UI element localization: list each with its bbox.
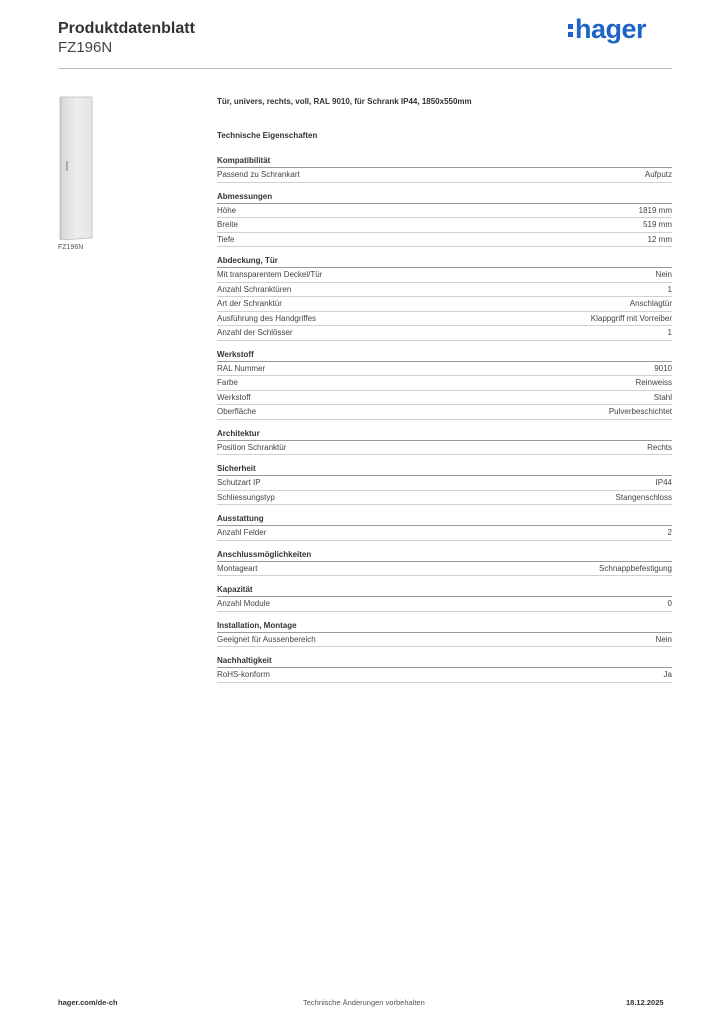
property-row — [217, 268, 672, 283]
property-value: 519 mm — [643, 220, 672, 229]
logo-dots-icon — [568, 21, 573, 40]
property-section — [217, 621, 672, 648]
product-description: Tür, univers, rechts, voll, RAL 9010, für Schrank IP44, 1850x550mm — [217, 97, 472, 106]
property-row — [217, 376, 672, 391]
property-value: Pulverbeschichtet — [608, 407, 672, 416]
property-section — [217, 585, 672, 612]
property-label: Schutzart IP — [217, 478, 261, 487]
property-row — [217, 526, 672, 541]
property-value: Aufputz — [644, 170, 672, 179]
property-label: Art der Schranktür — [217, 299, 282, 308]
property-value: 0 — [667, 599, 672, 608]
property-value: 1 — [667, 284, 672, 294]
property-row — [217, 326, 672, 341]
section-title: Kapazität — [217, 585, 672, 597]
property-value: Klappgriff mit Vorreiber — [590, 313, 672, 323]
property-row — [217, 668, 672, 683]
property-row — [217, 283, 672, 298]
property-section — [217, 514, 672, 541]
property-label: Höhe — [217, 205, 237, 215]
hager-logo — [568, 14, 646, 45]
property-value: 12 mm — [647, 234, 672, 244]
property-label: Tiefe — [217, 234, 235, 244]
property-section — [217, 429, 672, 456]
section-title: Architektur — [217, 429, 672, 441]
property-value: Nein — [655, 270, 672, 279]
section-title: Kompatibilität — [217, 156, 672, 168]
property-row — [217, 312, 672, 327]
property-row — [217, 362, 672, 377]
property-label: Anzahl Schranktüren — [217, 284, 292, 294]
property-section — [217, 192, 672, 248]
logo-text: hager — [575, 14, 647, 44]
property-value: 9010 — [654, 363, 672, 373]
technical-properties-heading: Technische Eigenschaften — [217, 131, 318, 140]
section-title: Nachhaltigkeit — [217, 656, 672, 668]
property-row — [217, 405, 672, 420]
property-value: Nein — [655, 634, 672, 644]
property-label: Ausführung des Handgriffes — [217, 313, 317, 323]
property-label: Breite — [217, 220, 238, 229]
property-value: IP44 — [655, 478, 672, 487]
property-value: Stahl — [653, 392, 672, 402]
product-details — [217, 97, 672, 692]
footer-website: hager.com/de-ch — [58, 998, 118, 1007]
property-row — [217, 441, 672, 456]
footer-date: 18.12.2025 — [626, 998, 664, 1007]
property-row — [217, 168, 672, 183]
property-label: Montageart — [217, 563, 258, 573]
property-row — [217, 391, 672, 406]
property-section — [217, 464, 672, 505]
property-section — [217, 156, 672, 183]
property-label: RAL Nummer — [217, 363, 266, 373]
property-section — [217, 550, 672, 577]
section-title: Installation, Montage — [217, 621, 672, 633]
property-section — [217, 350, 672, 420]
section-title: Abdeckung, Tür — [217, 256, 672, 268]
property-value: Ja — [663, 670, 672, 679]
property-value: Schnappbefestigung — [599, 563, 672, 573]
header-divider — [58, 68, 672, 69]
section-title: Ausstattung — [217, 514, 672, 526]
property-label: Schliessungstyp — [217, 492, 275, 502]
section-title: Anschlussmöglichkeiten — [217, 550, 672, 562]
property-label: Passend zu Schrankart — [217, 170, 300, 179]
footer-disclaimer: Technische Änderungen vorbehalten — [303, 998, 425, 1007]
product-code: FZ196N — [58, 39, 113, 56]
property-value: Rechts — [647, 442, 672, 452]
property-row — [217, 597, 672, 612]
image-caption: FZ196N — [58, 244, 84, 251]
property-row — [217, 491, 672, 506]
property-row — [217, 476, 672, 491]
property-label: Oberfläche — [217, 407, 257, 416]
property-label: Werkstoff — [217, 392, 251, 402]
property-label: Anzahl der Schlösser — [217, 328, 293, 337]
property-label: RoHS-konform — [217, 670, 270, 679]
property-label: Position Schranktür — [217, 442, 287, 452]
section-title: Werkstoff — [217, 350, 672, 362]
property-value: Reinweiss — [635, 378, 672, 387]
property-row — [217, 562, 672, 577]
property-value: Anschlagtür — [629, 299, 672, 308]
property-row — [217, 633, 672, 648]
property-label: Mit transparentem Deckel/Tür — [217, 270, 323, 279]
property-value: 1 — [667, 328, 672, 337]
property-value: 2 — [667, 528, 672, 537]
page-title: Produktdatenblatt — [58, 20, 195, 37]
property-label: Farbe — [217, 378, 238, 387]
property-section — [217, 256, 672, 341]
section-title: Sicherheit — [217, 464, 672, 476]
property-value: 1819 mm — [638, 205, 672, 215]
property-label: Anzahl Felder — [217, 528, 267, 537]
product-image — [58, 95, 204, 240]
property-section — [217, 656, 672, 683]
property-row — [217, 204, 672, 219]
property-sections — [217, 156, 672, 683]
property-row — [217, 297, 672, 312]
property-row — [217, 233, 672, 248]
property-label: Geeignet für Aussenbereich — [217, 634, 316, 644]
property-label: Anzahl Module — [217, 599, 270, 608]
section-title: Abmessungen — [217, 192, 672, 204]
property-row — [217, 218, 672, 233]
property-value: Stangenschloss — [615, 492, 672, 502]
